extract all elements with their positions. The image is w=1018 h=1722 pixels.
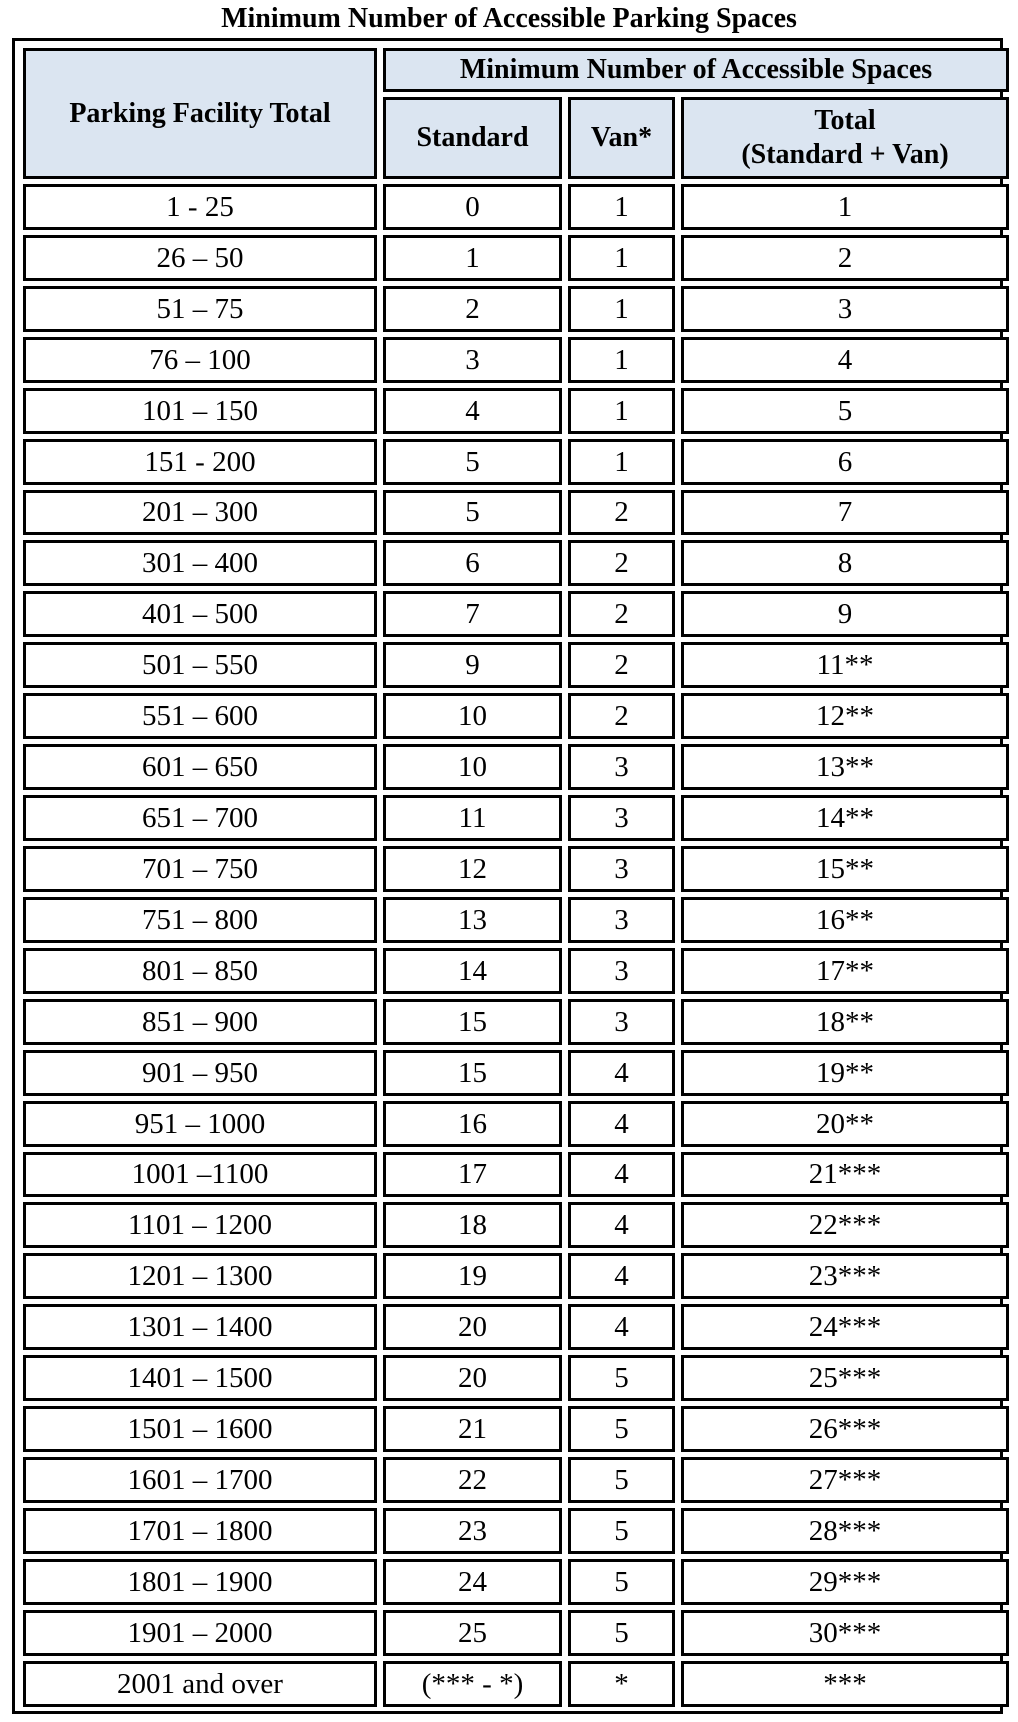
cell-facility-range: 1901 – 2000: [23, 1610, 377, 1656]
cell-total: 7: [681, 490, 1009, 536]
cell-total: 6: [681, 439, 1009, 485]
cell-standard: 2: [383, 286, 562, 332]
table-row: [23, 591, 1009, 637]
cell-total: 1: [681, 184, 1009, 230]
cell-van: 4: [568, 1101, 675, 1147]
cell-total: 30***: [681, 1610, 1009, 1656]
cell-van: 3: [568, 948, 675, 994]
cell-standard: 22: [383, 1457, 562, 1503]
cell-standard: 18: [383, 1202, 562, 1248]
cell-facility-range: 1301 – 1400: [23, 1304, 377, 1350]
cell-total: 17**: [681, 948, 1009, 994]
cell-van: 3: [568, 897, 675, 943]
cell-standard: 19: [383, 1253, 562, 1299]
cell-standard: 23: [383, 1508, 562, 1554]
cell-standard: 4: [383, 388, 562, 434]
cell-standard: 7: [383, 591, 562, 637]
cell-standard: 10: [383, 693, 562, 739]
cell-van: 4: [568, 1202, 675, 1248]
cell-facility-range: 1 - 25: [23, 184, 377, 230]
cell-facility-range: 1101 – 1200: [23, 1202, 377, 1248]
cell-van: 5: [568, 1457, 675, 1503]
cell-standard: 5: [383, 490, 562, 536]
cell-standard: 11: [383, 795, 562, 841]
cell-van: 1: [568, 286, 675, 332]
cell-facility-range: 1801 – 1900: [23, 1559, 377, 1605]
cell-total: 27***: [681, 1457, 1009, 1503]
cell-facility-range: 601 – 650: [23, 744, 377, 790]
cell-total: 22***: [681, 1202, 1009, 1248]
table-row: [23, 744, 1009, 790]
cell-facility-range: 101 – 150: [23, 388, 377, 434]
table-row: [23, 1610, 1009, 1656]
cell-total: 16**: [681, 897, 1009, 943]
table-row: [23, 642, 1009, 688]
header-facility-total: Parking Facility Total: [23, 48, 377, 179]
cell-standard: 15: [383, 1050, 562, 1096]
cell-facility-range: 801 – 850: [23, 948, 377, 994]
table-row: [23, 235, 1009, 281]
table-row: [23, 439, 1009, 485]
table-body: [23, 184, 1009, 1707]
cell-standard: 20: [383, 1304, 562, 1350]
cell-van: *: [568, 1661, 675, 1707]
cell-facility-range: 501 – 550: [23, 642, 377, 688]
cell-van: 4: [568, 1050, 675, 1096]
table-row: [23, 1508, 1009, 1554]
cell-total: 25***: [681, 1355, 1009, 1401]
cell-standard: 17: [383, 1152, 562, 1198]
table-row: [23, 1355, 1009, 1401]
cell-total: 21***: [681, 1152, 1009, 1198]
cell-facility-range: 701 – 750: [23, 846, 377, 892]
cell-facility-range: 401 – 500: [23, 591, 377, 637]
table-row: [23, 1457, 1009, 1503]
header-van: Van*: [568, 97, 675, 179]
cell-facility-range: 1001 –1100: [23, 1152, 377, 1198]
cell-van: 1: [568, 337, 675, 383]
cell-van: 2: [568, 540, 675, 586]
cell-total: 24***: [681, 1304, 1009, 1350]
cell-facility-range: 51 – 75: [23, 286, 377, 332]
cell-van: 2: [568, 642, 675, 688]
table-row: [23, 897, 1009, 943]
cell-total: 23***: [681, 1253, 1009, 1299]
table-row: [23, 1304, 1009, 1350]
cell-total: 28***: [681, 1508, 1009, 1554]
cell-total: 26***: [681, 1406, 1009, 1452]
cell-standard: 24: [383, 1559, 562, 1605]
cell-total: 14**: [681, 795, 1009, 841]
table-row: [23, 490, 1009, 536]
table-header: [23, 48, 1009, 179]
cell-facility-range: 151 - 200: [23, 439, 377, 485]
cell-standard: 0: [383, 184, 562, 230]
cell-standard: 16: [383, 1101, 562, 1147]
cell-standard: 14: [383, 948, 562, 994]
cell-van: 1: [568, 235, 675, 281]
cell-van: 2: [568, 693, 675, 739]
cell-facility-range: 76 – 100: [23, 337, 377, 383]
accessible-parking-table: [17, 43, 1015, 1712]
cell-standard: 20: [383, 1355, 562, 1401]
cell-facility-range: 201 – 300: [23, 490, 377, 536]
header-total-line1: Total: [814, 105, 876, 136]
table-row: [23, 1661, 1009, 1707]
cell-total: 9: [681, 591, 1009, 637]
cell-total: 2: [681, 235, 1009, 281]
cell-van: 5: [568, 1406, 675, 1452]
cell-total: 29***: [681, 1559, 1009, 1605]
cell-facility-range: 301 – 400: [23, 540, 377, 586]
table-row: [23, 184, 1009, 230]
table-row: [23, 948, 1009, 994]
cell-van: 5: [568, 1508, 675, 1554]
cell-facility-range: 651 – 700: [23, 795, 377, 841]
cell-van: 1: [568, 184, 675, 230]
table-row: [23, 846, 1009, 892]
table-row: [23, 1202, 1009, 1248]
header-row-top: [23, 48, 1009, 92]
cell-facility-range: 1501 – 1600: [23, 1406, 377, 1452]
cell-facility-range: 851 – 900: [23, 999, 377, 1045]
cell-total: 18**: [681, 999, 1009, 1045]
cell-facility-range: 551 – 600: [23, 693, 377, 739]
cell-van: 2: [568, 591, 675, 637]
cell-standard: 3: [383, 337, 562, 383]
cell-van: 5: [568, 1610, 675, 1656]
table-row: [23, 1152, 1009, 1198]
cell-van: 5: [568, 1559, 675, 1605]
cell-standard: 10: [383, 744, 562, 790]
cell-standard: 6: [383, 540, 562, 586]
cell-total: 8: [681, 540, 1009, 586]
cell-total: 5: [681, 388, 1009, 434]
cell-total: ***: [681, 1661, 1009, 1707]
cell-standard: 12: [383, 846, 562, 892]
table-row: [23, 1050, 1009, 1096]
cell-total: 3: [681, 286, 1009, 332]
cell-facility-range: 1401 – 1500: [23, 1355, 377, 1401]
header-total-line2: (Standard + Van): [741, 139, 949, 170]
cell-facility-range: 951 – 1000: [23, 1101, 377, 1147]
cell-van: 3: [568, 795, 675, 841]
header-standard: Standard: [383, 97, 562, 179]
cell-standard: 9: [383, 642, 562, 688]
cell-total: 12**: [681, 693, 1009, 739]
cell-standard: 13: [383, 897, 562, 943]
table-row: [23, 999, 1009, 1045]
page-title: Minimum Number of Accessible Parking Spaces: [221, 3, 797, 34]
cell-van: 1: [568, 388, 675, 434]
table-row: [23, 693, 1009, 739]
cell-total: 13**: [681, 744, 1009, 790]
cell-total: 11**: [681, 642, 1009, 688]
cell-facility-range: 1201 – 1300: [23, 1253, 377, 1299]
table-row: [23, 1559, 1009, 1605]
cell-van: 2: [568, 490, 675, 536]
cell-facility-range: 26 – 50: [23, 235, 377, 281]
cell-van: 4: [568, 1253, 675, 1299]
cell-facility-range: 1701 – 1800: [23, 1508, 377, 1554]
cell-total: 19**: [681, 1050, 1009, 1096]
cell-van: 1: [568, 439, 675, 485]
cell-total: 4: [681, 337, 1009, 383]
cell-van: 3: [568, 744, 675, 790]
table-row: [23, 388, 1009, 434]
cell-van: 5: [568, 1355, 675, 1401]
table-row: [23, 337, 1009, 383]
cell-standard: 15: [383, 999, 562, 1045]
cell-standard: 5: [383, 439, 562, 485]
table-row: [23, 1101, 1009, 1147]
cell-standard: 1: [383, 235, 562, 281]
cell-van: 3: [568, 846, 675, 892]
header-total: [681, 97, 1009, 179]
cell-van: 3: [568, 999, 675, 1045]
cell-facility-range: 751 – 800: [23, 897, 377, 943]
header-accessible-spaces-group: Minimum Number of Accessible Spaces: [383, 48, 1009, 92]
cell-standard: (*** - *): [383, 1661, 562, 1707]
table-row: [23, 1406, 1009, 1452]
cell-facility-range: 1601 – 1700: [23, 1457, 377, 1503]
cell-facility-range: 901 – 950: [23, 1050, 377, 1096]
cell-total: 15**: [681, 846, 1009, 892]
cell-standard: 21: [383, 1406, 562, 1452]
cell-standard: 25: [383, 1610, 562, 1656]
table-row: [23, 286, 1009, 332]
cell-facility-range: 2001 and over: [23, 1661, 377, 1707]
cell-total: 20**: [681, 1101, 1009, 1147]
cell-van: 4: [568, 1152, 675, 1198]
table-row: [23, 1253, 1009, 1299]
cell-van: 4: [568, 1304, 675, 1350]
table-row: [23, 795, 1009, 841]
table-row: [23, 540, 1009, 586]
